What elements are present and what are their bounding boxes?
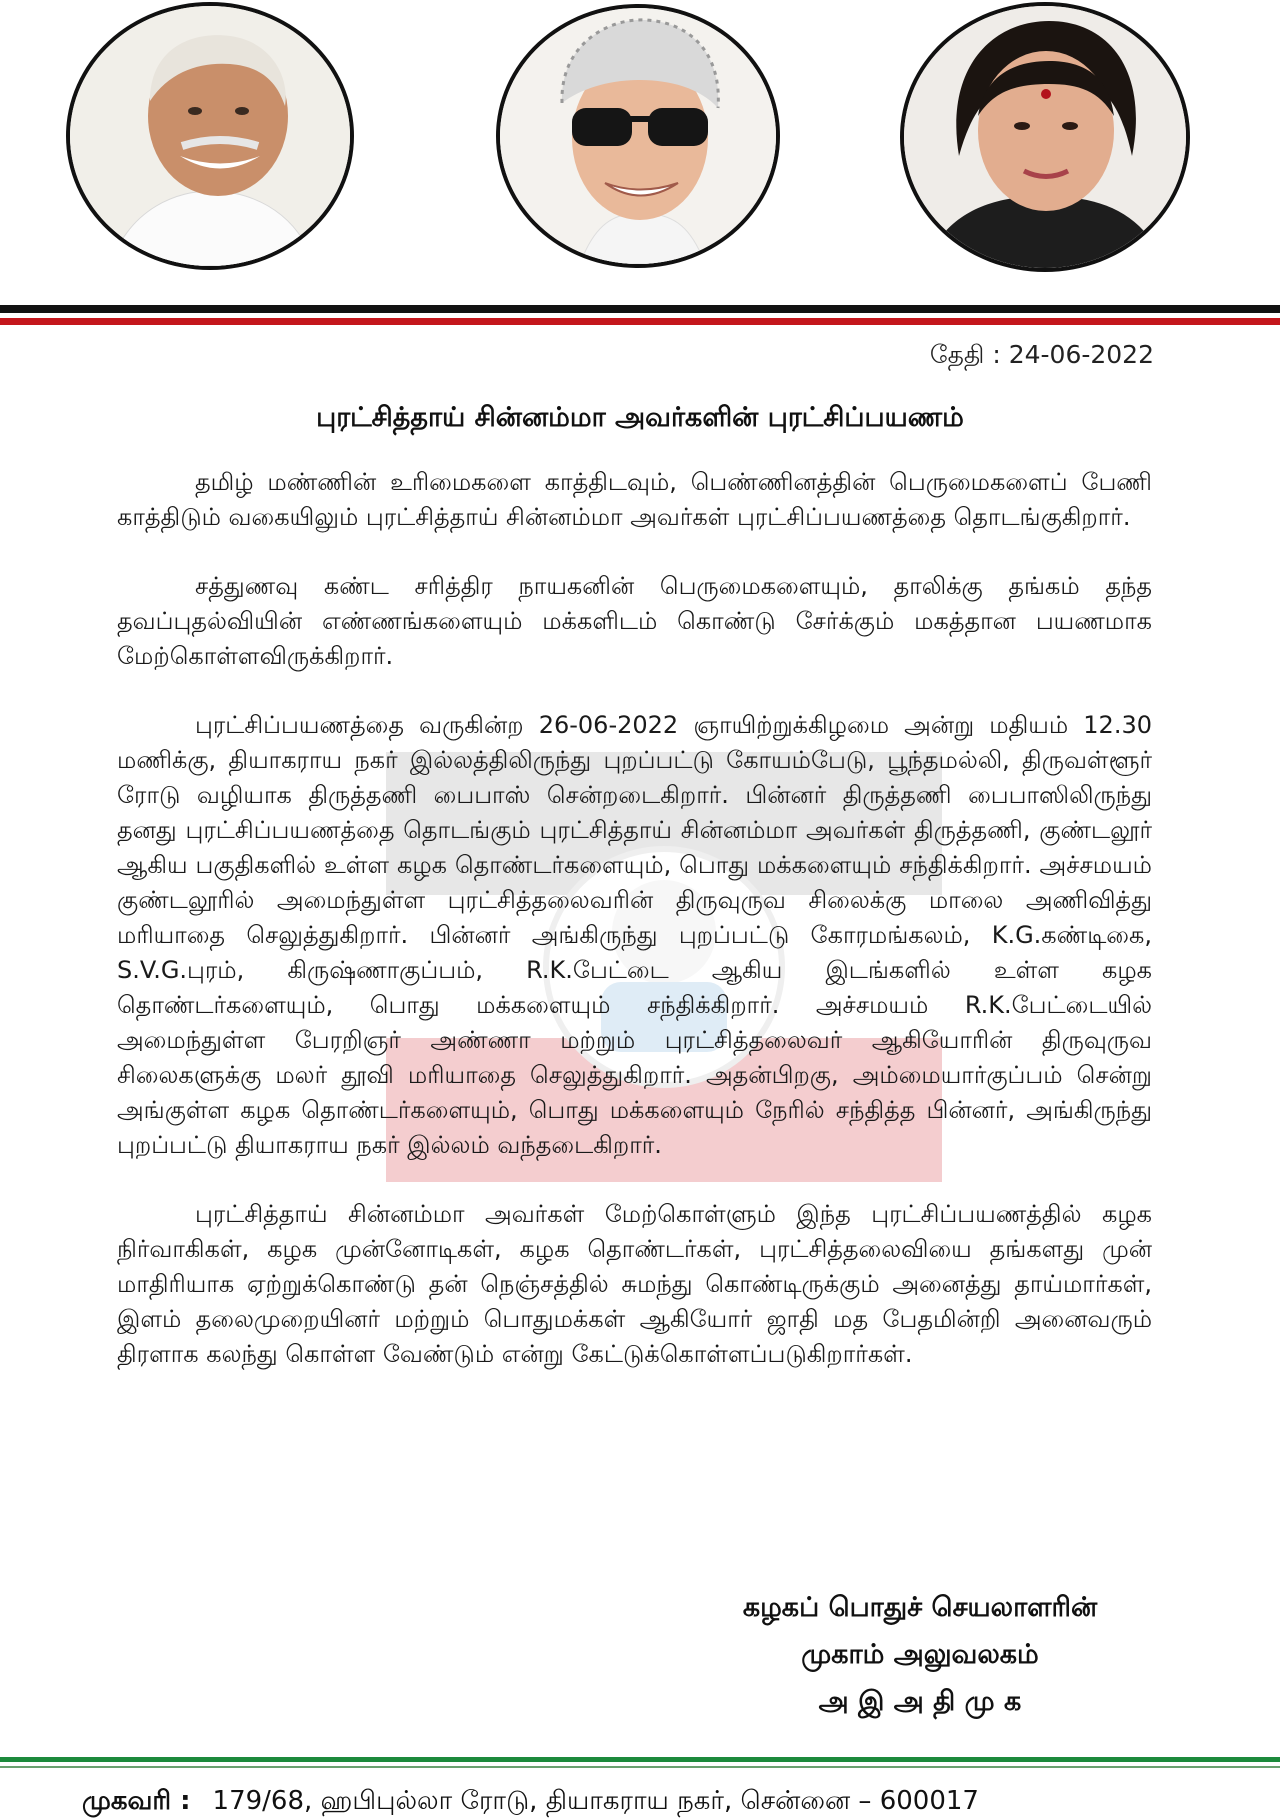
paragraph-1: தமிழ் மண்ணின் உரிமைகளை காத்திடவும், பெண்ணினத்தின் பெருமைகளைப் பேணி காத்திடும் வகையிலும் புரட்சித்தாய் சின்னம்மா அவர்கள் புரட்சிப்பயணத்தை தொடங்குகிறார். xyxy=(117,468,1152,531)
footer-divider xyxy=(0,1757,1280,1768)
letter-title: புரட்சித்தாய் சின்னம்மா அவர்களின் புரட்சிப்பயணம் xyxy=(316,402,964,433)
address-label: முகவரி : xyxy=(82,1786,191,1816)
portrait-leader-3 xyxy=(900,2,1190,272)
signature-line-1: கழகப் பொதுச் செயலாளரின் xyxy=(742,1592,1098,1623)
signature-line-2: முகாம் அலுவலகம் xyxy=(801,1639,1039,1670)
paragraph-3: புரட்சிப்பயணத்தை வருகின்ற 26-06-2022 ஞாயிற்றுக்கிழமை அன்று மதியம் 12.30 மணிக்கு, தியாகராய நகர் இல்லத்திலிருந்து புறப்பட்டு கோயம்பேடு, பூந்தமல்லி, திருவள்ளூர் ரோடு வழியாக திருத்தணி பைபாஸ் சென்றடைகிறார். பின்னர் திருத்தணி பைபாஸிலிருந்து தனது புரட்சிப்பயணத்தை தொடங்கும் புரட்சித்தாய் சின்னம்மா அவர்கள் திருத்தணி, குண்டலூர் ஆகிய பகுதிகளில் உள்ள கழக தொண்டர்களையும், பொது மக்களையும் சந்திக்கிறார். அச்சமயம் குண்டலூரில் அமைந்துள்ள புரட்சித்தலைவரின் திருவுருவ சிலைக்கு மாலை அணிவித்து மரியாதை செலுத்துகிறார். பின்னர் அங்கிருந்து புறப்பட்டு கோரமங்கலம், K.G.கண்டிகை, S.V.G.புரம், கிருஷ்ணாகுப்பம், R.K.பேட்டை ஆகிய இடங்களில் உள்ள கழக தொண்டர்களையும், பொது மக்களையும் சந்திக்கிறார். அச்சமயம் R.K.பேட்டையில் அமைந்துள்ள பேரறிஞர் அண்ணா மற்றும் புரட்சித்தலைவர் ஆகியோரின் திருவுருவ சிலைகளுக்கு மலர் தூவி மரியாதை செலுத்துகிறார். அதன்பிறகு, அம்மையார்குப்பம் சென்று அங்குள்ள கழக தொண்டர்களையும், பொது மக்களையும் நேரில் சந்தித்த பின்னர், அங்கிருந்து புறப்பட்டு தியாகராய நகர் இல்லம் வந்தடைகிறார். xyxy=(117,711,1152,1159)
signature-line-3: அ இ அ தி மு க xyxy=(818,1686,1022,1717)
paragraph-4: புரட்சித்தாய் சின்னம்மா அவர்கள் மேற்கொள்ளும் இந்த புரட்சிப்பயணத்தில் கழக நிர்வாகிகள், கழக முன்னோடிகள், கழக தொண்டர்கள், புரட்சித்தலைவியை தங்களது முன் மாதிரியாக ஏற்றுக்கொண்டு தன் நெஞ்சத்தில் சுமந்து கொண்டிருக்கும் அனைத்து தாய்மார்கள், இளம் தலைமுறையினர் மற்றும் பொதுமக்கள் ஆகியோர் ஜாதி மத பேதமின்றி அனைவரும் திரளாக கலந்து கொள்ள வேண்டும் என்று கேட்டுக்கொள்ளப்படுகிறார்கள். xyxy=(117,1200,1152,1368)
portrait-leader-2 xyxy=(496,4,780,268)
portrait-leader-2-icon xyxy=(500,8,776,264)
portrait-leader-1-icon xyxy=(70,6,350,266)
footer-address xyxy=(82,1786,979,1819)
portrait-leader-3-icon xyxy=(904,6,1186,268)
party-flag-stripe xyxy=(0,305,1280,325)
address-text: 179/68, ஹபிபுல்லா ரோடு, தியாகராய நகர், சென்னை – 600017 xyxy=(212,1786,979,1816)
letter-date: தேதி : 24-06-2022 xyxy=(929,340,1154,369)
portrait-leader-1 xyxy=(66,2,354,270)
letter-body xyxy=(117,465,1152,1406)
signature-block xyxy=(600,1584,1240,1725)
paragraph-2: சத்துணவு கண்ட சரித்திர நாயகனின் பெருமைகளையும், தாலிக்கு தங்கம் தந்த தவப்புதல்வியின் எண்ணங்களையும் மக்களிடம் கொண்டு சேர்க்கும் மகத்தான பயணமாக மேற்கொள்ளவிருக்கிறார். xyxy=(117,572,1152,670)
